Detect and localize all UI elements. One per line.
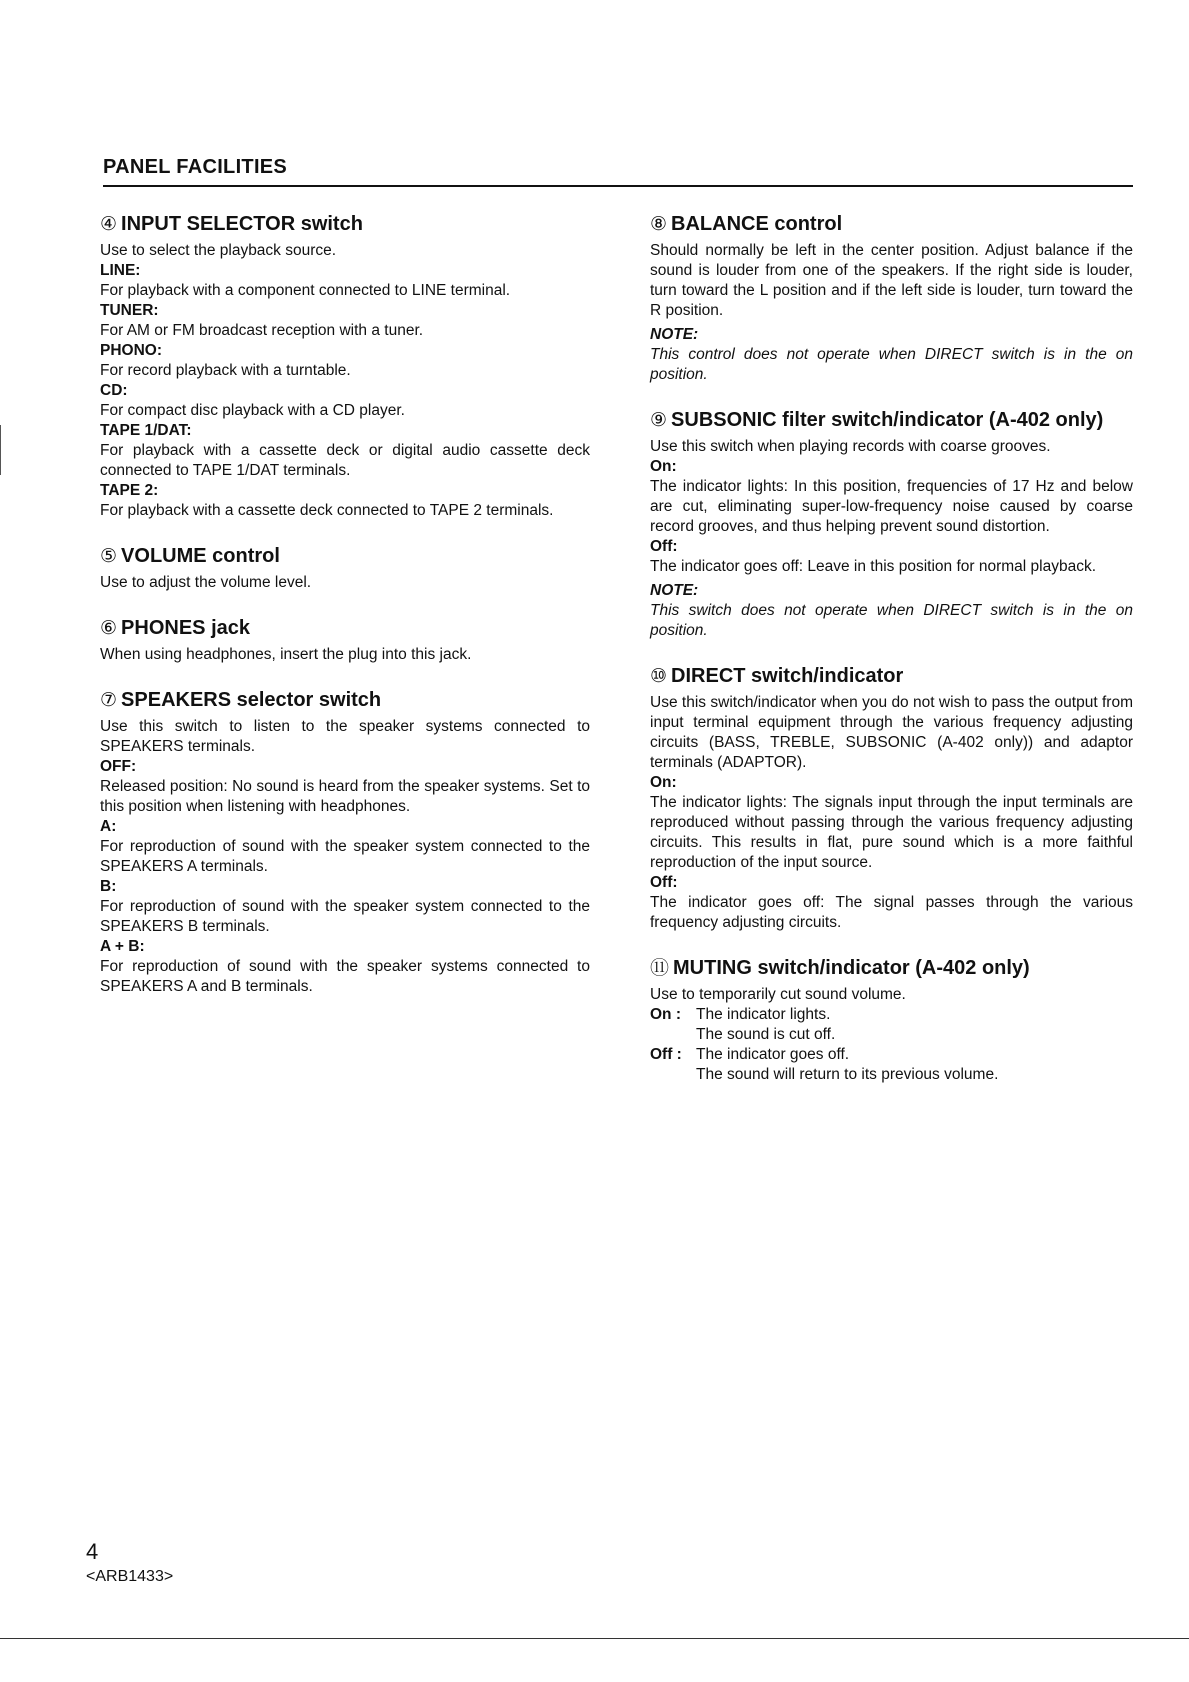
term-description: The indicator lights: In this position, frequencies of 17 Hz and below are cut, eliminating super-low-frequency noise caused by coarse record grooves, and thus helping prevent sound distortion. <box>650 478 1133 535</box>
term-line: LINE: <box>100 262 141 279</box>
term-description: For AM or FM broadcast reception with a tuner. <box>100 322 424 339</box>
term-b: B: <box>100 878 117 895</box>
section-heading <box>650 663 1133 689</box>
term-off: Off: <box>650 538 678 555</box>
term-description: Released position: No sound is heard from the speaker systems. Set to this position when listening with headphones. <box>100 778 590 815</box>
section-heading <box>100 615 590 641</box>
page-header <box>103 156 1133 187</box>
section-title: SUBSONIC filter switch/indicator (A-402 only) <box>671 409 1104 431</box>
term-description: The indicator goes off: The signal passes through the various frequency adjusting circuits. <box>650 894 1133 931</box>
item-number: ⑥ <box>100 617 118 639</box>
page-number: 4 <box>86 1539 99 1564</box>
term-cd: CD: <box>100 382 128 399</box>
bottom-rule <box>0 1638 1189 1639</box>
section-intro: Use this switch to listen to the speaker systems connected to SPEAKERS terminals. <box>100 718 590 755</box>
item-number: ⑪ <box>650 957 670 979</box>
note-text: This control does not operate when DIRECT switch is in the on position. <box>650 346 1133 383</box>
section-description: Use to adjust the volume level. <box>100 574 312 591</box>
section-description: Should normally be left in the center position. Adjust balance if the sound is louder from one of the speakers. If the right side is louder, turn toward the L position and if the left side is louder, turn toward the R position. <box>650 242 1133 319</box>
term-on: On: <box>650 774 677 791</box>
section-description: When using headphones, insert the plug into this jack. <box>100 646 472 663</box>
muting-states <box>650 1005 1133 1085</box>
item-number: ④ <box>100 213 118 235</box>
term-description: For playback with a cassette deck or digital audio cassette deck connected to TAPE 1/DAT terminals. <box>100 442 590 479</box>
term-off: OFF: <box>100 758 137 775</box>
term-description: The indicator goes off: Leave in this position for normal playback. <box>650 558 1097 575</box>
page-footer <box>86 1538 173 1588</box>
left-column <box>100 211 590 1019</box>
term-off: Off: <box>650 874 678 891</box>
speakers-section <box>100 687 590 997</box>
note-text: This switch does not operate when DIRECT switch is in the on position. <box>650 602 1133 639</box>
term-description: For playback with a component connected to LINE terminal. <box>100 282 511 299</box>
document-code: <ARB1433> <box>86 1568 174 1585</box>
section-heading <box>650 211 1133 237</box>
note-label: NOTE: <box>650 582 699 599</box>
section-title: INPUT SELECTOR switch <box>121 213 363 235</box>
section-intro: Use to select the playback source. <box>100 242 337 259</box>
item-number: ⑩ <box>650 665 668 687</box>
section-title: BALANCE control <box>671 213 843 235</box>
section-heading <box>650 955 1133 981</box>
section-title: DIRECT switch/indicator <box>671 665 904 687</box>
input-selector-section <box>100 211 590 521</box>
page-title: PANEL FACILITIES <box>103 156 288 178</box>
on-line-2: The sound is cut off. <box>696 1026 836 1043</box>
margin-mark <box>0 425 3 475</box>
volume-section <box>100 543 590 593</box>
section-title: VOLUME control <box>121 545 280 567</box>
item-number: ⑧ <box>650 213 668 235</box>
section-intro: Use this switch/indicator when you do not wish to pass the output from input terminal equipment through the various frequency adjusting circuits (BASS, TREBLE, SUBSONIC (A-402 only)) and adaptor terminals (ADAPTOR). <box>650 694 1133 771</box>
subsonic-section <box>650 407 1133 641</box>
section-intro: Use to temporarily cut sound volume. <box>650 986 906 1003</box>
term-description: For record playback with a turntable. <box>100 362 351 379</box>
term-description: For playback with a cassette deck connected to TAPE 2 terminals. <box>100 502 554 519</box>
term-on: On: <box>650 458 677 475</box>
balance-section <box>650 211 1133 385</box>
term-tape1-dat: TAPE 1/DAT: <box>100 422 192 439</box>
section-heading <box>650 407 1133 433</box>
term-a-plus-b: A + B: <box>100 938 145 955</box>
section-heading <box>100 543 590 569</box>
section-heading <box>100 211 590 237</box>
off-line-2: The sound will return to its previous volume. <box>696 1066 999 1083</box>
term-description: For reproduction of sound with the speaker system connected to the SPEAKERS B terminals. <box>100 898 590 935</box>
direct-section <box>650 663 1133 933</box>
on-line-1: The indicator lights. <box>696 1006 831 1023</box>
off-key: Off : <box>650 1046 682 1063</box>
item-number: ⑤ <box>100 545 118 567</box>
right-column <box>650 211 1133 1107</box>
term-description: For compact disc playback with a CD player. <box>100 402 405 419</box>
section-title: SPEAKERS selector switch <box>121 689 382 711</box>
section-title: PHONES jack <box>121 617 250 639</box>
phones-section <box>100 615 590 665</box>
section-title: MUTING switch/indicator (A-402 only) <box>673 957 1030 979</box>
term-phono: PHONO: <box>100 342 162 359</box>
on-key: On : <box>650 1006 681 1023</box>
item-number: ⑦ <box>100 689 118 711</box>
term-description: The indicator lights: The signals input through the input terminals are reproduced without passing through the various frequency adjusting circuits. This results in flat, pure sound which is a more faithful reproduction of the input source. <box>650 794 1133 871</box>
term-tuner: TUNER: <box>100 302 159 319</box>
term-tape2: TAPE 2: <box>100 482 159 499</box>
term-description: For reproduction of sound with the speaker system connected to the SPEAKERS A terminals. <box>100 838 590 875</box>
term-a: A: <box>100 818 117 835</box>
note-label: NOTE: <box>650 326 699 343</box>
item-number: ⑨ <box>650 409 668 431</box>
section-intro: Use this switch when playing records with coarse grooves. <box>650 438 1051 455</box>
off-line-1: The indicator goes off. <box>696 1046 850 1063</box>
section-heading <box>100 687 590 713</box>
term-description: For reproduction of sound with the speaker systems connected to SPEAKERS A and B terminals. <box>100 958 590 995</box>
muting-section <box>650 955 1133 1085</box>
